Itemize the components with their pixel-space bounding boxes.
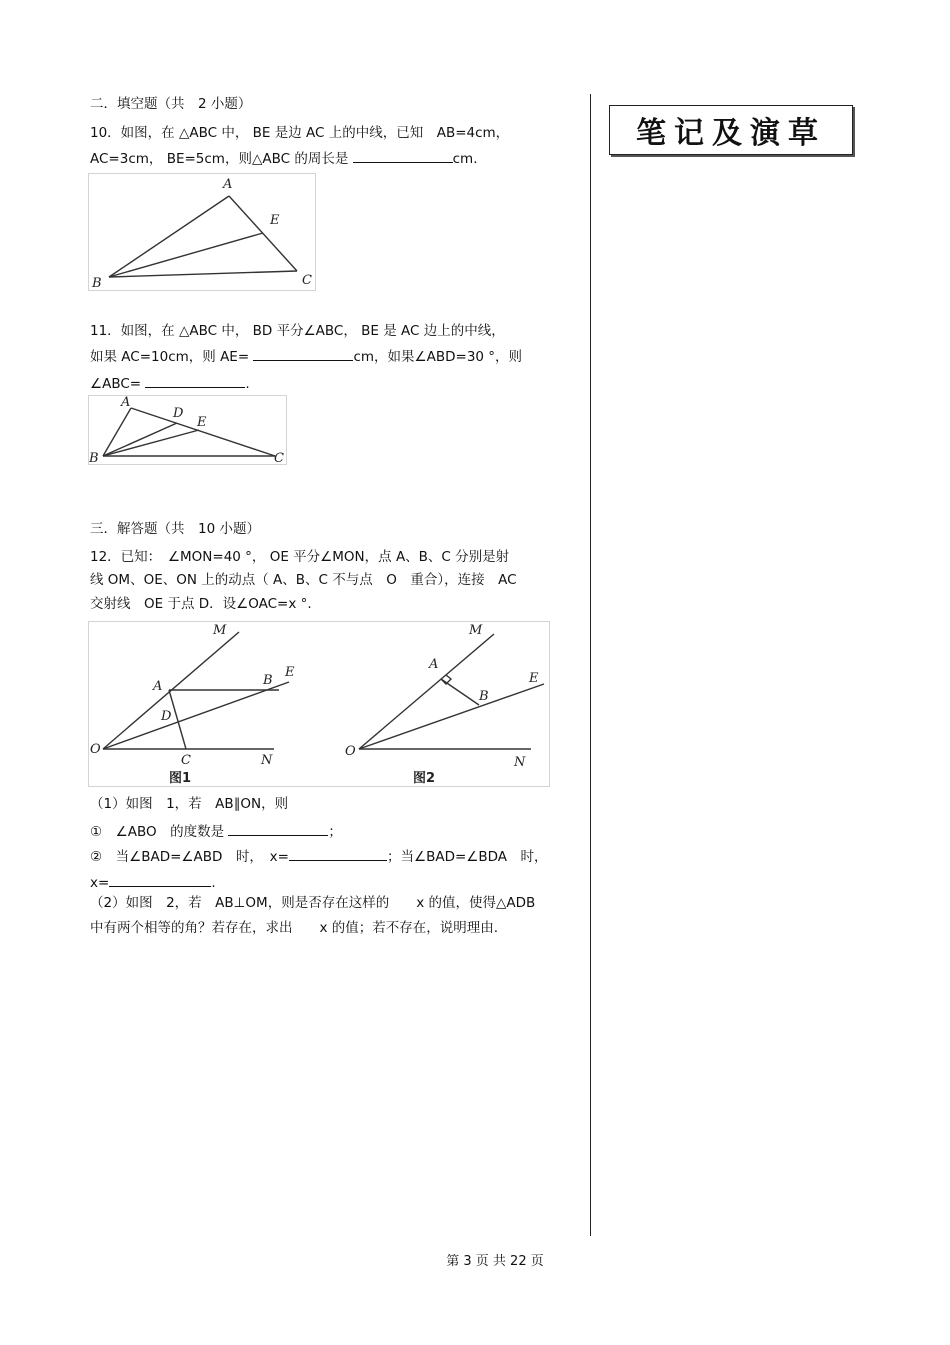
fig2-label-a: A (429, 657, 439, 672)
fig1-ray-oe (103, 682, 289, 749)
q10-side-bc (109, 271, 297, 277)
q12-line2: 线 OM、OE、ON 上的动点（ A、B、C 不与点 O 重合），连接 AC (90, 572, 517, 588)
q12-part1b-text2: ；当∠BAD=∠BDA 时， (386, 849, 548, 865)
q10-text-a: AC=3cm， BE=5cm，则△ABC 的周长是 (90, 151, 349, 167)
fig1-label-d: D (161, 709, 172, 724)
q12-line3: 交射线 OE 于点 D．设∠OAC=x °. (90, 596, 312, 612)
fig2-label-n: N (514, 755, 526, 770)
q12-part1b-text1: ② 当∠BAD=∠ABD 时， x= (90, 849, 289, 865)
q12-part1: （1）如图 1，若 AB∥ON，则 (90, 796, 289, 812)
q11-text-a: 如果 AC=10cm，则 AE= (90, 349, 250, 365)
q12-abo-blank[interactable] (228, 821, 328, 836)
q11-abc-blank[interactable] (145, 373, 245, 388)
fig2-ray-om (359, 634, 494, 749)
q12-part2-line2: 中有两个相等的角？若存在，求出 x 的值；若不存在，说明理由. (90, 920, 499, 936)
q11-label-d: D (173, 406, 184, 421)
q12-part1b-text3: x= (90, 875, 110, 891)
q12-part1b (90, 846, 548, 866)
q10-side-ab (109, 196, 229, 277)
q12-line1: 12．已知： ∠MON=40 °， OE 平分∠MON，点 A、B、C 分别是射 (90, 549, 510, 565)
q12-part1b-text4: . (211, 875, 216, 891)
q11-label-a: A (121, 396, 131, 410)
fig1-caption: 图1 (169, 771, 192, 786)
q12-part1a-text: ① ∠ABO 的度数是 (90, 824, 225, 840)
notes-box (609, 105, 853, 155)
q10-line2 (90, 148, 478, 168)
fig2-ray-oe (359, 684, 544, 749)
q12-part1b-cont (90, 872, 216, 892)
q10-text-b: cm. (452, 151, 478, 167)
q12-part1a (90, 821, 342, 841)
q10-figure (88, 173, 316, 291)
fig1-label-m: M (213, 623, 227, 638)
q10-label-e: E (270, 213, 280, 228)
q11-ae-blank[interactable] (253, 346, 353, 361)
q12-part2-line1: （2）如图 2，若 AB⊥OM，则是否存在这样的 x 的值，使得△ADB (90, 895, 536, 911)
fig1-label-n: N (261, 753, 273, 768)
fig1-label-a: A (153, 679, 163, 694)
q10-line1: 10．如图，在 △ABC 中， BE 是边 AC 上的中线，已知 AB=4cm， (90, 125, 510, 141)
q10-triangle-diagram (89, 174, 315, 290)
q12-x2-blank[interactable] (109, 872, 211, 887)
fig1-label-o: O (90, 742, 101, 757)
q11-line2 (90, 346, 522, 366)
q12-fig2-lines (359, 634, 544, 749)
q12-figures (88, 621, 550, 787)
q11-text-d: . (245, 376, 250, 392)
fig1-label-e: E (285, 665, 295, 680)
q11-label-e: E (197, 415, 207, 430)
section3-heading: 三．解答题（共 10 小题） (90, 521, 260, 537)
fig2-label-o: O (345, 744, 356, 759)
q11-line1: 11．如图，在 △ABC 中， BD 平分∠ABC， BE 是 AC 边上的中线， (90, 323, 505, 339)
page-footer: 第 3 页 共 22 页 (446, 1254, 544, 1269)
fig2-label-b: B (479, 689, 489, 704)
q10-label-c: C (302, 273, 312, 288)
fig2-label-m: M (469, 623, 483, 638)
fig2-label-e: E (529, 671, 539, 686)
q11-label-c: C (274, 451, 284, 464)
notes-title: 笔记及演草 (636, 116, 826, 151)
q11-label-b: B (89, 451, 99, 464)
q11-line3 (90, 373, 250, 393)
fig2-caption: 图2 (413, 771, 436, 786)
q12-fig1-lines (103, 632, 289, 749)
q11-text-c: ∠ABC= (90, 376, 142, 392)
q11-figure (88, 395, 287, 465)
q11-triangle-diagram (89, 396, 286, 464)
q12-x1-blank[interactable] (289, 846, 387, 861)
q11-side-ab (103, 408, 131, 456)
q10-answer-blank[interactable] (353, 148, 453, 163)
q11-text-b: cm，如果∠ABD=30 °，则 (353, 349, 523, 365)
fig1-label-b: B (263, 673, 273, 688)
q12-part1a-end: ； (328, 824, 342, 840)
column-divider (590, 94, 591, 1236)
q12-diagrams (89, 622, 549, 786)
fig1-label-c: C (181, 753, 191, 768)
q10-label-a: A (223, 177, 233, 192)
q10-median-be (109, 233, 263, 277)
q10-label-b: B (92, 276, 102, 290)
section2-heading: 二．填空题（共 2 小题） (90, 96, 252, 112)
